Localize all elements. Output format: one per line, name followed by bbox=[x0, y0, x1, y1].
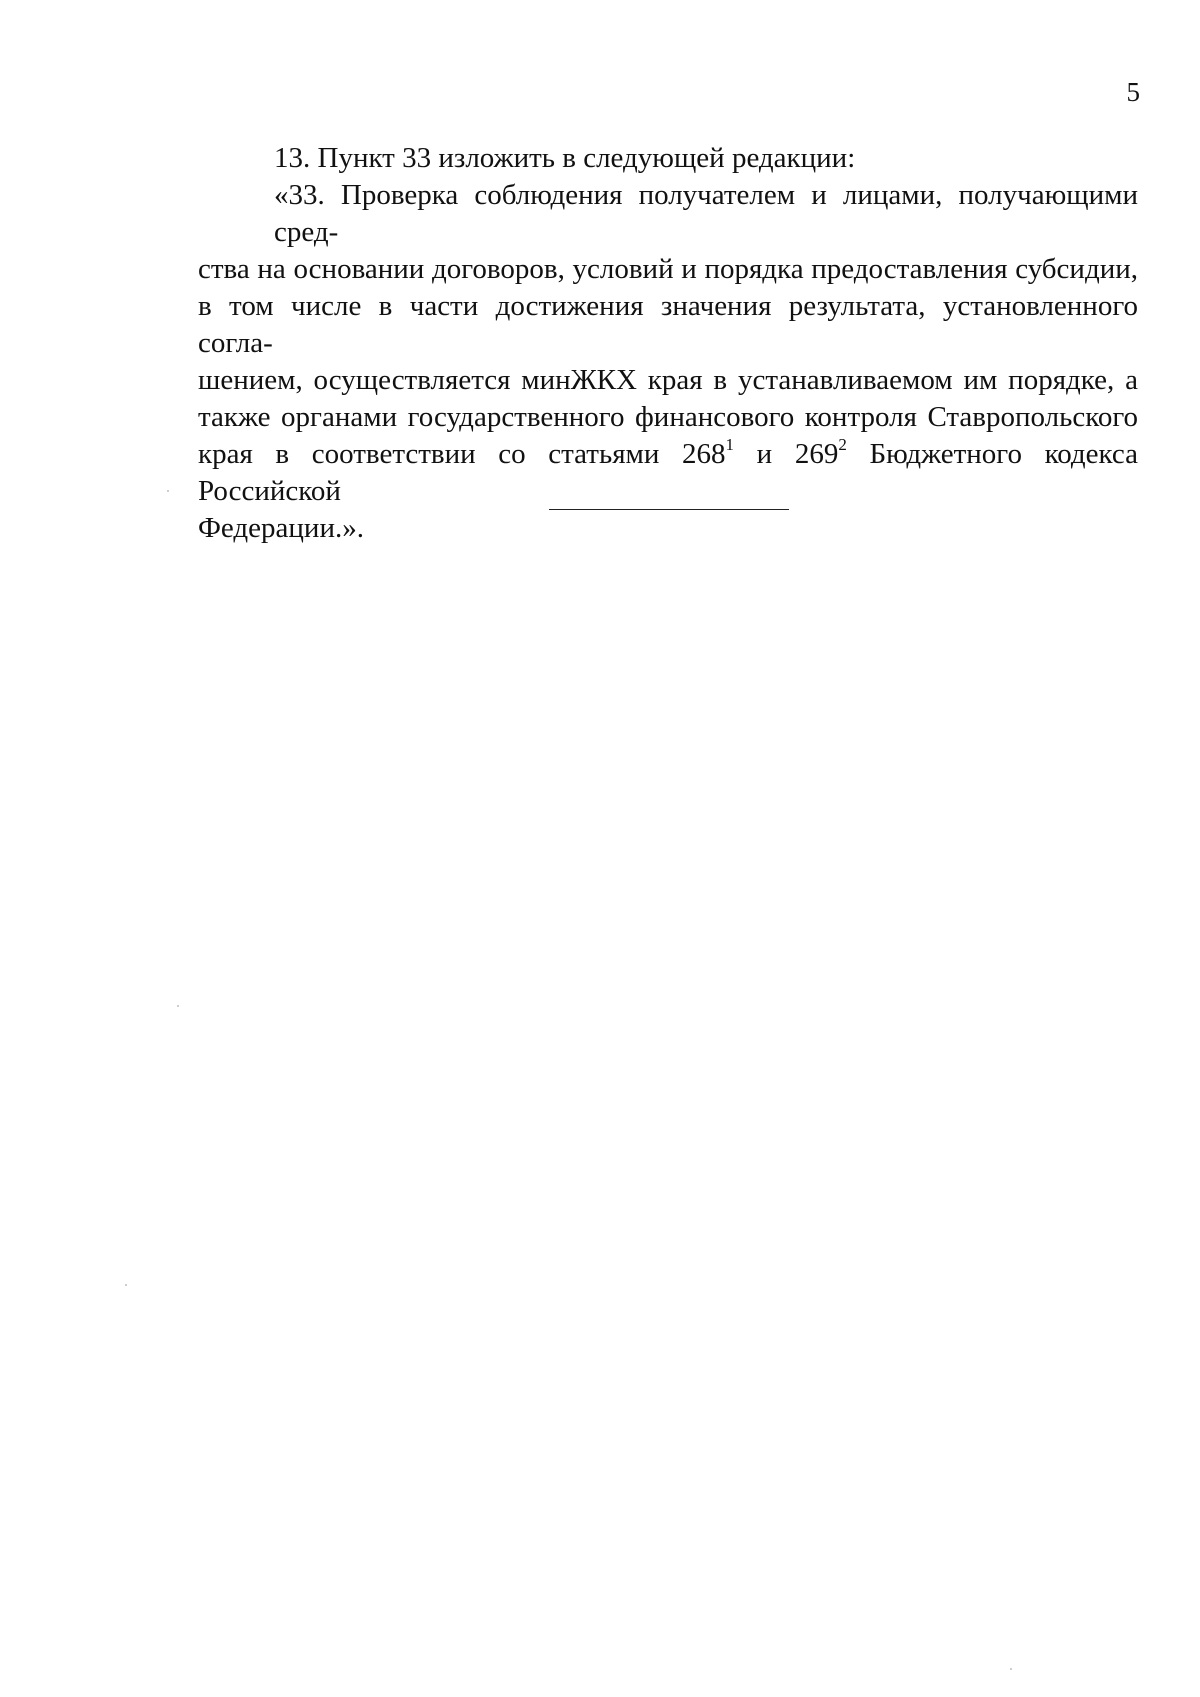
item-33-line-4: шением, осуществляется минЖКХ края в устанавливаемом им порядке, а bbox=[198, 364, 1138, 396]
item-33-line-5: также органами государственного финансового контроля Ставропольского bbox=[198, 401, 1138, 433]
scan-speck bbox=[177, 1005, 179, 1007]
line-6-end: Бюджетного кодекса Российской bbox=[198, 438, 1138, 507]
page-number: 5 bbox=[1126, 77, 1140, 107]
conjunction: и bbox=[734, 438, 795, 470]
article-269-superscript: 2 bbox=[838, 435, 847, 455]
item-33-line-3: в том числе в части достижения значения результата, установленного согла- bbox=[198, 290, 1138, 359]
item-33-line-2: ства на основании договоров, условий и порядка предоставления субсидии, bbox=[198, 253, 1138, 285]
scan-speck bbox=[167, 490, 169, 492]
article-269: 269 bbox=[794, 438, 839, 470]
item-13-heading: 13. Пункт 33 изложить в следующей редакции: bbox=[274, 142, 856, 174]
document-body bbox=[198, 140, 1138, 547]
article-268: 268 bbox=[682, 438, 726, 470]
item-33-line-6 bbox=[198, 436, 1138, 510]
closing-rule bbox=[549, 509, 789, 510]
line-6-start: края в соответствии со статьями bbox=[198, 438, 683, 470]
item-33-line-7: Федерации.». bbox=[198, 512, 364, 544]
article-268-superscript: 1 bbox=[725, 435, 735, 455]
item-33-line-1: «33. Проверка соблюдения получателем и лицами, получающими сред- bbox=[274, 179, 1138, 248]
scan-speck bbox=[1010, 1668, 1012, 1670]
scan-speck bbox=[125, 1284, 127, 1286]
